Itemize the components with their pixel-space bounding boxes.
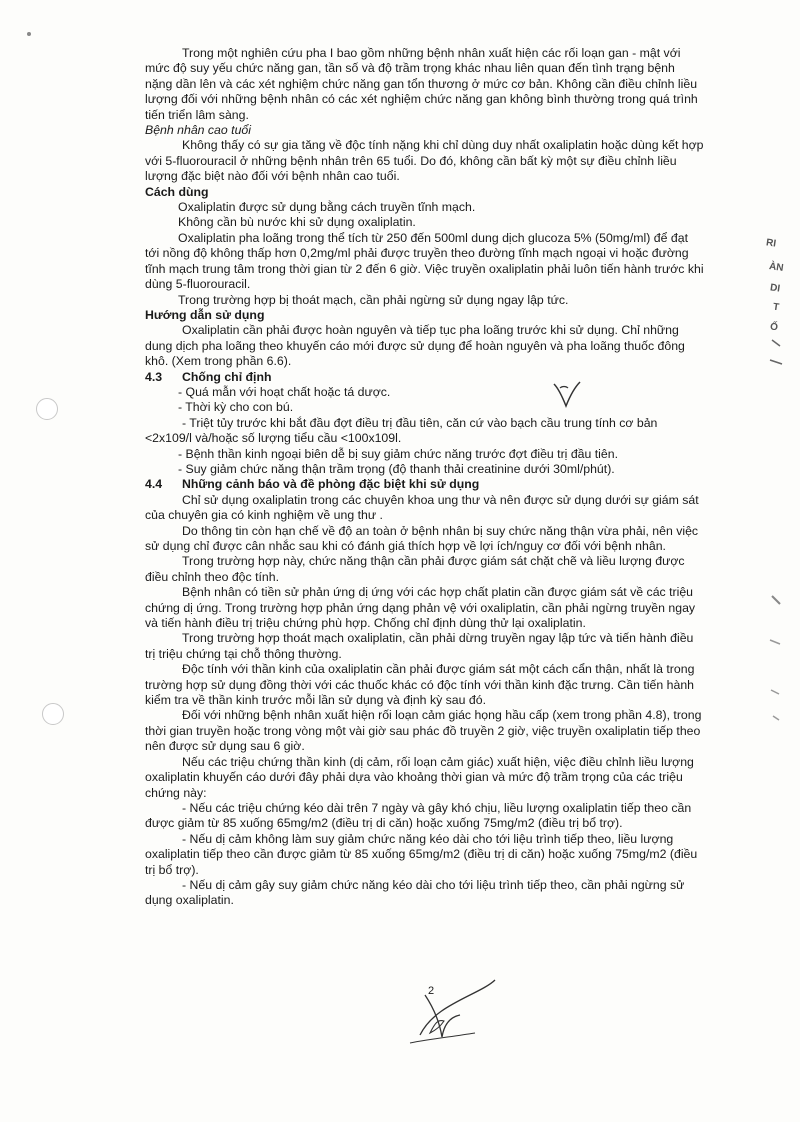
heading-administration: Cách dùng <box>145 184 209 199</box>
margin-stamp-5: Ố <box>769 321 779 334</box>
paragraph: Oxaliplatin cần phải được hoàn nguyên và tiếp tục pha loãng trước khi sử dụng. Chỉ những dung dịch pha loãng theo khuyến cáo mới được sử dụng để hoàn nguyên và pha loãng thuốc đông khô. (Xem trong phần 6.6). <box>145 323 685 369</box>
margin-stamp-2: ÀN <box>768 261 785 274</box>
paragraph: Trong trường hợp bị thoát mạch, cần phải ngừng sử dụng ngay lập tức. <box>178 292 569 307</box>
paragraph: Trong trường hợp này, chức năng thận cần phải được giám sát chặt chẽ và liều lượng được điều chỉnh theo độc tính. <box>145 554 685 584</box>
list-item: - Triệt tủy trước khi bắt đầu đợt điều trị đầu tiên, căn cứ vào bạch cầu trung tính cơ bản <2x109/l và/hoặc số lượng tiểu cầu <100x109l. <box>145 415 658 446</box>
paragraph: Oxaliplatin được sử dụng bằng cách truyền tĩnh mạch. <box>178 200 476 215</box>
paragraph: Đối với những bệnh nhân xuất hiện rối loạn cảm giác họng hầu cấp (xem trong phần 4.8), trong thời gian truyền hoặc trong vòng một vài giờ sau phác đồ truyền 2 giờ, việc truyền oxaliplatin tiếp theo nên được sử dụng sau 6 giờ. <box>145 708 702 754</box>
section-number: 4.3 <box>145 369 163 384</box>
paragraph: Không cần bù nước khi sử dụng oxaliplatin. <box>178 215 416 230</box>
paragraph: Bệnh nhân có tiền sử phản ứng dị ứng với các hợp chất platin cần được giám sát về các triệu chứng dị ứng. Trong trường hợp phản ứng dạng phản vệ với oxaliplatin, cần phải ngừng truyền ngay và tiến hành điều trị triệu chứng phù hợp. Chống chỉ định dùng thử lại oxaliplatin. <box>145 585 696 631</box>
signature-mark <box>400 975 520 1055</box>
paragraph: Trong một nghiên cứu pha I bao gồm những bệnh nhân xuất hiện các rối loạn gan - mật với mức độ suy yếu chức năng gan, tần số và độ trầm trọng khác nhau liên quan đến tình trạng bệnh nặng dần lên và các xét nghiệm chức năng gan tổn thương ở mức cơ bản. Không cần điều chỉnh liều lượng đối với những bệnh nhân có các xét nghiệm chức năng gan không bình thường trong quá trình tiến triển lâm sàng. <box>145 46 698 122</box>
page-number: 2 <box>428 985 435 997</box>
subheading-elderly: Bệnh nhân cao tuổi <box>145 123 251 138</box>
list-item: - Nếu dị cảm không làm suy giảm chức năng kéo dài cho tới liệu trình tiếp theo, liều lượng oxaliplatin tiếp theo cần được giảm từ 85 xuống 65mg/m2 (điều trị di căn) hoặc xuống 75mg/m2 (điều trị bổ trợ). <box>145 831 698 877</box>
section-title: Chống chỉ định <box>182 369 272 384</box>
paragraph: Do thông tin còn hạn chế về độ an toàn ở bệnh nhân bị suy chức năng thận vừa phải, nên việc sử dụng chỉ được cân nhắc sau khi có đánh giá thích hợp về lợi ích/nguy cơ đối với bệnh nhân. <box>145 523 699 553</box>
section-number: 4.4 <box>145 477 163 492</box>
heading-instructions: Hướng dẫn sử dụng <box>145 307 265 322</box>
margin-stamp-4: T <box>772 301 780 314</box>
document-body <box>145 46 705 909</box>
list-item: - Nếu dị cảm gây suy giảm chức năng kéo dài cho tới liệu trình tiếp theo, cần phải ngừng sử dụng oxaliplatin. <box>145 877 685 908</box>
list-item: - Quá mẫn với hoạt chất hoặc tá dược. <box>178 384 391 399</box>
paragraph: Nếu các triệu chứng thần kinh (dị cảm, rối loạn cảm giác) xuất hiện, việc điều chỉnh liều lượng oxaliplatin khuyến cáo dưới đây phải dựa vào khoảng thời gian và mức độ trầm trọng của các triệu chứng này: <box>145 754 694 800</box>
section-heading-warnings <box>145 477 705 492</box>
section-title: Những cảnh báo và đề phòng đặc biệt khi sử dụng <box>182 477 480 492</box>
paragraph: Chỉ sử dụng oxaliplatin trong các chuyên khoa ung thư và nên được sử dụng dưới sự giám sát của chuyên gia có kinh nghiệm về ung thư . <box>145 492 699 523</box>
list-item: - Suy giảm chức năng thận trầm trọng (độ thanh thải creatinine dưới 30ml/phút). <box>178 461 615 476</box>
margin-stamp-1: RI <box>765 237 777 250</box>
paragraph: Không thấy có sự gia tăng về độc tính nặng khi chỉ dùng duy nhất oxaliplatin hoặc dùng kết hợp với 5-fluorouracil ở những bệnh nhân trên 65 tuổi. Do đó, không cần bất kỳ một sự điều chỉnh liều lượng đặc biệt nào đối với bệnh nhân cao tuổi. <box>145 138 704 184</box>
paragraph: Độc tính với thần kinh của oxaliplatin cần phải được giám sát một cách cẩn thận, nhất là trong trường hợp sử dụng đồng thời với các thuốc khác có độc tính với thần kinh đặc trưng. Cần tiến hành kiểm tra về thần kinh trước mỗi lần sử dụng và định kỳ sau đó. <box>145 662 695 708</box>
paragraph: Trong trường hợp thoát mạch oxaliplatin, cần phải dừng truyền ngay lập tức và tiến hành điều trị triệu chứng tại chỗ thông thường. <box>145 631 694 661</box>
list-item: - Thời kỳ cho con bú. <box>178 400 294 415</box>
list-item: - Bệnh thần kinh ngoại biên dễ bị suy giảm chức năng trước đợt điều trị đầu tiên. <box>178 446 619 461</box>
list-item: - Nếu các triệu chứng kéo dài trên 7 ngày và gây khó chịu, liều lượng oxaliplatin tiếp theo cần được giảm từ 85 xuống 65mg/m2 (điều trị di căn) hoặc xuống 75mg/m2 (điều trị bổ trợ). <box>145 800 692 831</box>
margin-stamp-3: DI <box>769 282 781 295</box>
paragraph: Oxaliplatin pha loãng trong thể tích từ 250 đến 500ml dung dịch glucoza 5% (50mg/ml) để đạt tới nồng độ không thấp hơn 0,2mg/ml phải được truyền theo đường tĩnh mạch ngoại vi hoặc đường tĩnh mạch trung tâm trong thời gian từ 2 đến 6 giờ. Việc truyền oxaliplatin phải luôn tiến hành trước khi dùng 5-fluorouracil. <box>145 230 704 292</box>
section-heading-contraindications <box>145 370 705 385</box>
